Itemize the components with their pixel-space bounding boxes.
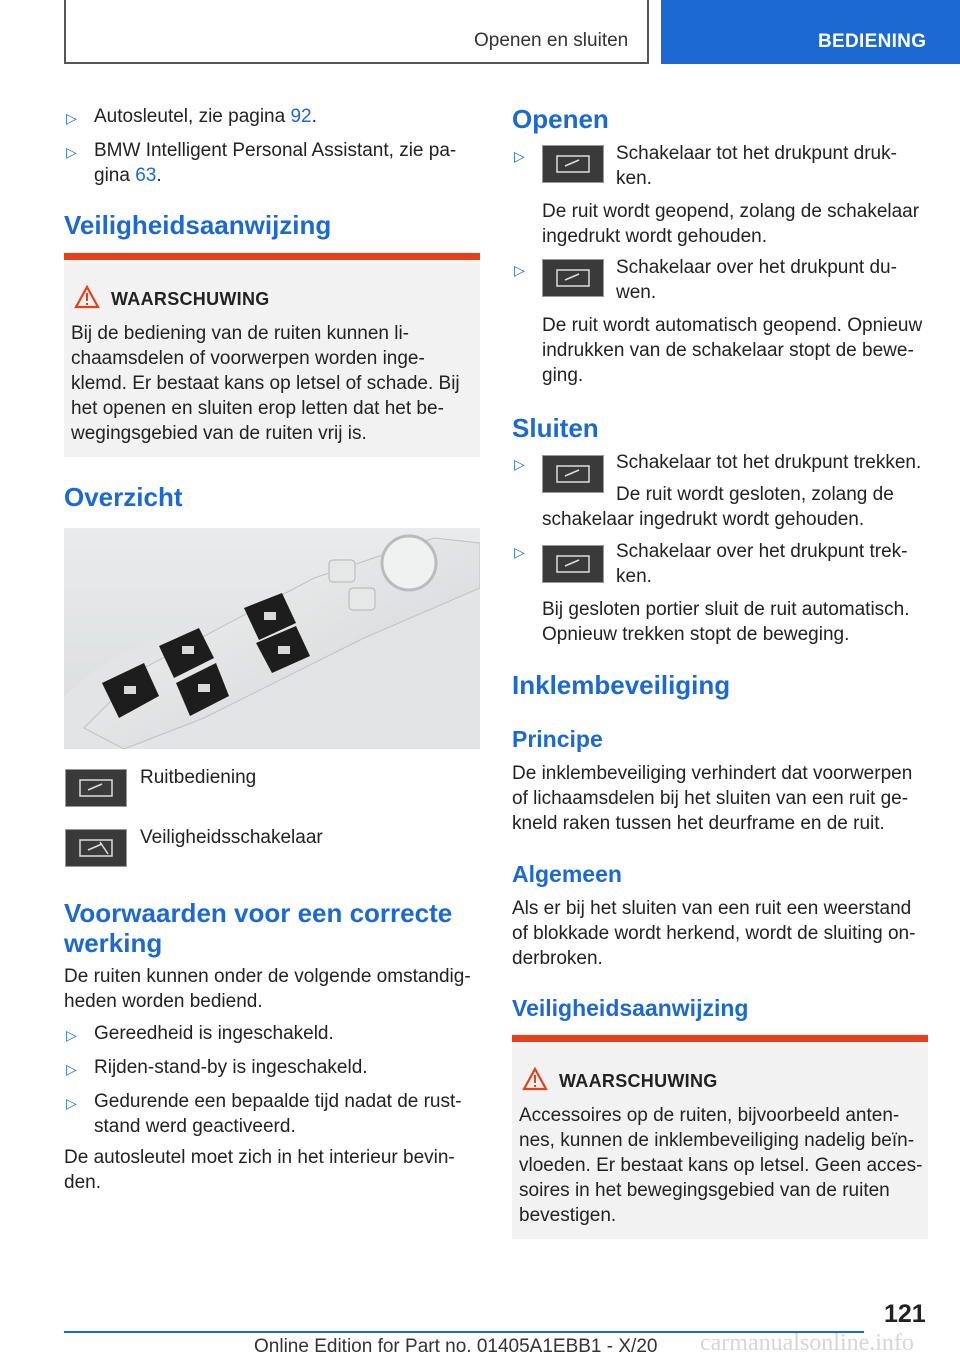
page-link[interactable]: 63 xyxy=(135,165,157,186)
step-description: Bij gesloten portier sluit de ruit automatisch. Opnieuw trekken stopt de beweging. xyxy=(542,599,910,645)
chapter-title: BEDIENING xyxy=(818,31,927,52)
section-heading: Veiligheidsaanwijzing xyxy=(64,210,332,240)
warning-box xyxy=(512,1035,928,1239)
step-description: schakelaar ingedrukt wordt gehouden. xyxy=(542,509,865,530)
step-text: Schakelaar tot het drukpunt trekken. De ruit wordt gesloten, zolang de xyxy=(616,452,922,505)
bullet-icon: ▷ xyxy=(66,1061,77,1077)
section-heading: Sluiten xyxy=(512,413,599,443)
window-switch-icon xyxy=(542,145,604,183)
bullet-icon: ▷ xyxy=(514,544,525,560)
page-link[interactable]: 92 xyxy=(290,106,312,127)
list-item: Rijden-stand-by is ingeschakeld. xyxy=(94,1057,368,1078)
subsection-heading: Algemeen xyxy=(512,861,622,887)
list-item: Gereedheid is ingeschakeld. xyxy=(94,1023,334,1044)
bullet-icon: ▷ xyxy=(514,456,525,472)
list-item: Autosleutel, zie pagina 92. xyxy=(94,106,317,127)
conditions-outro: De autosleutel moet zich in het interieur bevin- den. xyxy=(64,1147,455,1193)
step-description: De ruit wordt automatisch geopend. Opnieuw indrukken van de schakelaar stopt de bewe- ging. xyxy=(542,315,923,386)
warning-triangle-icon xyxy=(74,285,100,309)
window-switch-icon xyxy=(542,545,604,583)
window-switch-icon xyxy=(542,259,604,297)
footer-edition: Online Edition for Part no. 01405A1EBB1 - X/20 xyxy=(254,1336,658,1357)
warning-text: Bij de bediening van de ruiten kunnen li- chaamsdelen of voorwerpen worden inge- klemd. Er bestaat kans op letsel of schade. Bij het openen en sluiten erop letten dat het be- wegingsgebied van de ruiten vrij is. xyxy=(71,323,460,444)
subsection-heading: Principe xyxy=(512,726,603,752)
section-heading: Overzicht xyxy=(64,482,183,512)
page-number: 121 xyxy=(884,1300,926,1328)
section-title: Openen en sluiten xyxy=(474,30,629,51)
bullet-icon: ▷ xyxy=(66,144,77,160)
section-heading: Inklembeveiliging xyxy=(512,670,731,700)
watermark: carmanualsonline.info xyxy=(700,1330,914,1356)
bullet-icon: ▷ xyxy=(66,1027,77,1043)
section-heading: Openen xyxy=(512,104,609,134)
step-text: Schakelaar over het drukpunt du- wen. xyxy=(616,257,897,303)
list-item: Gedurende een bepaalde tijd nadat de rust- stand werd geactiveerd. xyxy=(94,1091,462,1137)
bullet-icon: ▷ xyxy=(66,1095,77,1111)
bullet-icon: ▷ xyxy=(514,262,525,278)
step-text: Schakelaar tot het drukpunt druk- ken. xyxy=(616,143,897,189)
warning-title: WAARSCHUWING xyxy=(559,1071,718,1091)
window-switch-icon xyxy=(542,455,604,493)
section-heading: Voorwaarden voor een correcte werking xyxy=(64,898,453,958)
conditions-intro: De ruiten kunnen onder de volgende omstandig- heden worden bediend. xyxy=(64,966,471,1012)
legend-label: Veiligheidsschakelaar xyxy=(140,827,323,848)
bullet-icon: ▷ xyxy=(514,148,525,164)
general-text: Als er bij het sluiten van een ruit een weerstand of blokkade wordt herkend, wordt de sluiting on- derbroken. xyxy=(512,898,916,969)
legend-label: Ruitbediening xyxy=(140,767,257,788)
step-text: Schakelaar over het drukpunt trek- ken. xyxy=(616,541,908,587)
subsection-heading: Veiligheidsaanwijzing xyxy=(512,995,749,1021)
step-description: De ruit wordt geopend, zolang de schakelaar ingedrukt wordt gehouden. xyxy=(542,201,920,247)
safety-switch-icon xyxy=(65,829,127,867)
warning-box xyxy=(64,253,480,457)
warning-text: Accessoires op de ruiten, bijvoorbeeld anten- nes, kunnen de inklembeveiliging nadelig beïn- vloeden. Er bestaat kans op letsel. Geen acces- soires in het bewegingsgebied van de ruiten bevestigen. xyxy=(519,1105,923,1226)
window-switches-photo xyxy=(64,528,480,749)
window-switch-icon xyxy=(65,769,127,807)
bullet-icon: ▷ xyxy=(66,110,77,126)
list-item: BMW Intelligent Personal Assistant, zie pa- gina 63. xyxy=(94,140,457,186)
warning-title: WAARSCHUWING xyxy=(111,289,270,309)
principle-text: De inklembeveiliging verhindert dat voorwerpen of lichaamsdelen bij het sluiten van een ruit ge- kneld raken tussen het deurframe en de ruit. xyxy=(512,763,913,834)
warning-triangle-icon xyxy=(522,1067,548,1091)
